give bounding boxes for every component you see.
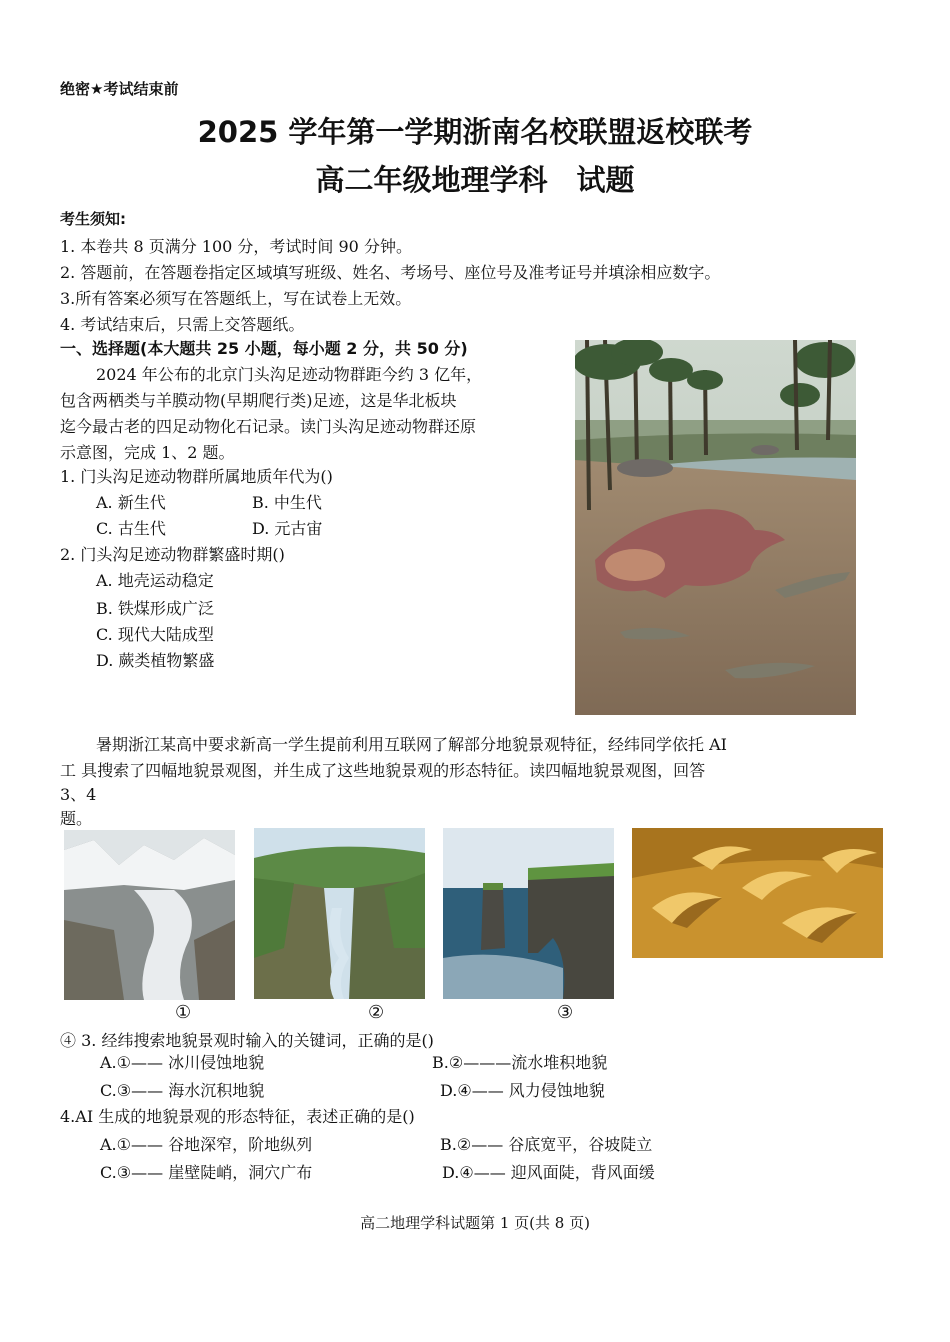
question-4-stem: 4.AI 生成的地貌景观的形态特征，表述正确的是()	[60, 1107, 415, 1126]
q3-option-d: D.④—— 风力侵蚀地貌	[440, 1081, 605, 1100]
q4-option-c: C.③—— 崖壁陡峭，洞穴广布	[100, 1163, 313, 1182]
page-footer: 高二地理学科试题第 1 页(共 8 页)	[360, 1214, 590, 1232]
photo-label-1: ①	[175, 1002, 192, 1023]
q1-option-b: B. 中生代	[252, 493, 322, 512]
notice-heading: 考生须知:	[60, 210, 126, 228]
passage-line: 暑期浙江某高中要求新高一学生提前利用互联网了解部分地貌景观特征，经纬同学依托 AI	[96, 735, 727, 754]
sand-dune-landform-photo	[632, 828, 883, 958]
notice-item: 1. 本卷共 8 页满分 100 分，考试时间 90 分钟。	[60, 237, 412, 256]
exam-title: 2025 学年第一学期浙南名校联盟返校联考	[197, 115, 753, 149]
passage-line: 题。	[60, 809, 93, 828]
q1-option-a: A. 新生代	[96, 493, 166, 512]
canyon-landform-photo	[254, 828, 425, 999]
q2-option-a: A. 地壳运动稳定	[96, 571, 214, 590]
section-heading: 一、选择题(本大题共 25 小题，每小题 2 分，共 50 分)	[60, 339, 468, 358]
photo-label-3: ③	[557, 1002, 574, 1023]
exam-subtitle: 高二年级地理学科 试题	[315, 163, 635, 197]
question-1-stem: 1. 门头沟足迹动物群所属地质年代为()	[60, 467, 333, 486]
question-2-stem: 2. 门头沟足迹动物群繁盛时期()	[60, 545, 285, 564]
q2-option-d: D. 蕨类植物繁盛	[96, 651, 215, 670]
passage-line: 包含两栖类与羊膜动物(早期爬行类)足迹，这是华北板块	[60, 391, 457, 410]
q3-option-c: C.③—— 海水沉积地貌	[100, 1081, 265, 1100]
sea-cliff-landform-photo	[443, 828, 614, 999]
passage-line: 3、4	[60, 785, 97, 804]
passage-line: 迄今最古老的四足动物化石记录。读门头沟足迹动物群还原	[60, 417, 477, 436]
confidential-label: 绝密★考试结束前	[60, 80, 179, 98]
q2-option-b: B. 铁煤形成广泛	[96, 599, 214, 618]
passage-line: 示意图，完成 1、2 题。	[60, 443, 235, 462]
notice-item: 2. 答题前，在答题卷指定区域填写班级、姓名、考场号、座位号及准考证号并填涂相应数字。	[60, 263, 721, 282]
notice-item: 4. 考试结束后，只需上交答题纸。	[60, 315, 305, 334]
glacier-landform-photo	[64, 830, 235, 1000]
notice-item: 3.所有答案必须写在答题纸上，写在试卷上无效。	[60, 289, 412, 308]
q4-option-d: D.④—— 迎风面陡，背风面缓	[442, 1163, 655, 1182]
q4-option-b: B.②—— 谷底宽平，谷坡陡立	[440, 1135, 653, 1154]
photo-label-2: ②	[368, 1002, 385, 1023]
passage-line: 2024 年公布的北京门头沟足迹动物群距今约 3 亿年，	[96, 365, 483, 384]
q3-option-b: B.②———流水堆积地貌	[432, 1053, 608, 1072]
q3-option-a: A.①—— 冰川侵蚀地貌	[100, 1053, 265, 1072]
question-3-stem: ④ 3. 经纬搜索地貌景观时输入的关键词，正确的是()	[60, 1031, 434, 1050]
fossil-reconstruction-illustration	[575, 340, 856, 715]
q1-option-d: D. 元古宙	[252, 519, 323, 538]
q4-option-a: A.①—— 谷地深窄，阶地纵列	[100, 1135, 313, 1154]
passage-line: 工 具搜索了四幅地貌景观图，并生成了这些地貌景观的形态特征。读四幅地貌景观图，回答	[60, 761, 706, 780]
q1-option-c: C. 古生代	[96, 519, 166, 538]
q2-option-c: C. 现代大陆成型	[96, 625, 214, 644]
